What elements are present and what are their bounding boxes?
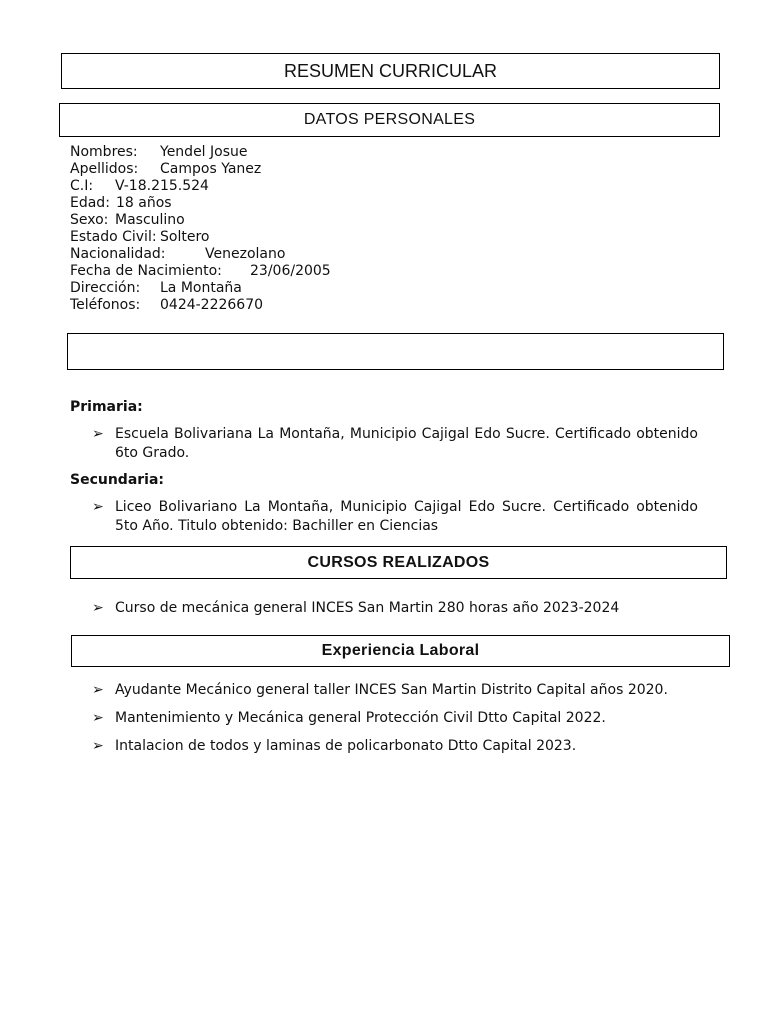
label-estado-civil: Estado Civil: xyxy=(70,229,157,245)
value-edad: 18 años xyxy=(116,195,172,211)
document-title-box xyxy=(61,53,720,89)
value-telefonos: 0424-2226670 xyxy=(160,297,264,313)
experience-text: Intalacion de todos y laminas de policarbonato Dtto Capital 2023. xyxy=(115,738,577,754)
secundaria-text: Liceo Bolivariano La Montaña, Municipio Cajigal Edo Sucre. Certificado obtenido 5to Año. Titulo obtenido: Bachiller en Ciencias xyxy=(115,499,698,534)
label-telefonos: Teléfonos: xyxy=(70,297,141,313)
primaria-item xyxy=(92,425,698,463)
label-nacionalidad: Nacionalidad: xyxy=(70,246,166,262)
arrow-bullet-icon: ➢ xyxy=(92,600,104,616)
personal-data-header: DATOS PERSONALES xyxy=(303,111,476,128)
personal-data-header-box xyxy=(59,103,720,137)
secundaria-label: Secundaria: xyxy=(70,472,165,488)
label-apellidos: Apellidos: xyxy=(70,161,139,177)
primaria-text: Escuela Bolivariana La Montaña, Municipio Cajigal Edo Sucre. Certificado obtenido 6to Grado. xyxy=(115,426,698,461)
value-nacionalidad: Venezolano xyxy=(205,246,286,262)
value-sexo: Masculino xyxy=(115,212,185,228)
label-edad: Edad: xyxy=(70,195,110,211)
experience-header-box xyxy=(71,635,730,667)
course-text: Curso de mecánica general INCES San Martin 280 horas año 2023-2024 xyxy=(115,600,620,616)
courses-header-box xyxy=(70,546,727,579)
label-nombres: Nombres: xyxy=(70,144,138,160)
primaria-label: Primaria: xyxy=(70,399,143,415)
course-item xyxy=(92,599,698,618)
arrow-bullet-icon: ➢ xyxy=(92,682,104,698)
value-apellidos: Campos Yanez xyxy=(160,161,262,177)
value-estado-civil: Soltero xyxy=(160,229,210,245)
experience-header: Experiencia Laboral xyxy=(321,642,480,659)
arrow-bullet-icon: ➢ xyxy=(92,738,104,754)
experience-item xyxy=(92,709,698,728)
label-direccion: Dirección: xyxy=(70,280,141,296)
label-sexo: Sexo: xyxy=(70,212,109,228)
arrow-bullet-icon: ➢ xyxy=(92,499,104,515)
document-title: RESUMEN CURRICULAR xyxy=(283,60,498,81)
value-ci: V-18.215.524 xyxy=(115,178,209,194)
label-fecha-nacimiento: Fecha de Nacimiento: xyxy=(70,263,222,279)
value-fecha-nacimiento: 23/06/2005 xyxy=(250,263,331,279)
courses-header: CURSOS REALIZADOS xyxy=(307,553,490,571)
experience-item xyxy=(92,681,698,700)
arrow-bullet-icon: ➢ xyxy=(92,710,104,726)
experience-text: Mantenimiento y Mecánica general Protección Civil Dtto Capital 2022. xyxy=(115,710,606,726)
label-ci: C.I: xyxy=(70,178,94,194)
value-direccion: La Montaña xyxy=(160,280,242,296)
experience-text: Ayudante Mecánico general taller INCES San Martin Distrito Capital años 2020. xyxy=(115,682,668,698)
secundaria-item xyxy=(92,498,698,536)
value-nombres: Yendel Josue xyxy=(160,144,248,160)
experience-item xyxy=(92,737,698,756)
education-header-box xyxy=(67,333,724,370)
arrow-bullet-icon: ➢ xyxy=(92,426,104,442)
